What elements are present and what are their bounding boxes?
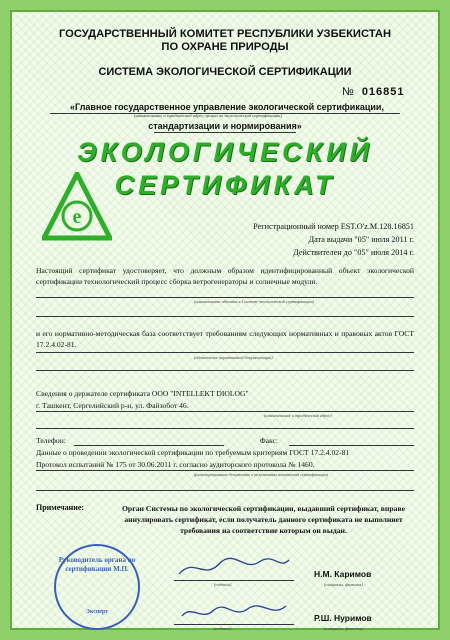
note-text: Орган Системы по экологической сертификации, выдавший сертификат, вправе аннулировать сертификат, если получатель данного сертификата не выполняет требования на соответствие которым он выдан. [121, 504, 406, 535]
issuer-line-1: ГОСУДАРСТВЕННЫЙ КОМИТЕТ РЕСПУБЛИКИ УЗБЕКИСТАН [58, 28, 392, 40]
caption-protocol: (регистрационные документы и результаты испытаний сертификации) [194, 472, 329, 477]
org-line-2: стандартизации и нормирования» [148, 121, 302, 131]
title-line-1: ЭКОЛОГИЧЕСКИЙ [77, 137, 373, 167]
stamp-text: Руководитель органа по сертификации М.П. [58, 556, 136, 573]
rule [36, 370, 414, 371]
caption-norms: (обозначение нормативной документации) [194, 355, 273, 360]
issuer-line-2: ПО ОХРАНЕ ПРИРОДЫ [161, 41, 289, 53]
certification-object: Настоящий сертификат удостоверяет, что должным образом идентифицированный объект экологической сертификации технологический процесс сборка ветрогенераторы и солнечные модули. [36, 266, 414, 286]
issuer-heading [24, 28, 426, 54]
phone-rule [74, 445, 224, 446]
holder-address: г. Ташкент, Сергелийский р-н, ул. Файзобот 46. [36, 401, 189, 410]
signature-2-icon [174, 596, 294, 626]
org-caption: (наименование и юридический адрес органа по экологической сертификации) [134, 113, 282, 118]
phone-label: Телефон: [36, 436, 66, 445]
signature-1-rule [174, 580, 294, 581]
signature-2-rule [174, 624, 294, 625]
valid-until: Действителен до "05" июля 2014 г. [293, 248, 414, 257]
signatory-2-name: Р.Ш. Нуримов [314, 613, 372, 623]
signature-2-caption: (подпись) [214, 626, 232, 631]
caption-holder: (наименование и юридический адрес) [264, 413, 332, 418]
org-line-1: «Главное государственное управление экологической сертификации, [70, 102, 384, 112]
test-protocol: Протокол испытаний № 175 от 30.06.2011 г. согласно аудиторского протокола № 1460. [36, 460, 315, 469]
org-underline-2 [154, 132, 296, 133]
signature-1-caption: (подпись) [214, 582, 232, 587]
rule [36, 428, 414, 429]
signature-1-icon [174, 552, 294, 582]
fax-label: Факс: [259, 436, 279, 445]
rule [36, 316, 414, 317]
caption-object: (наименование объекта в Системе экологической сертификации) [194, 299, 315, 304]
issue-date: Дата выдачи "05" июля 2011 г. [308, 235, 414, 244]
eco-logo-icon [42, 172, 112, 242]
signatory-1-caption: (инициалы, фамилия) [324, 582, 363, 587]
note-label: Примечание: [36, 503, 85, 512]
registration-number: Регистрационный номер EST.O'z.M.128.16851 [253, 222, 414, 231]
title-line-2: СЕРТИФИКАТ [114, 170, 336, 200]
certificate-body [24, 24, 426, 631]
stamp-subtext: Эксперт [85, 609, 109, 615]
registration-block [253, 220, 414, 259]
official-stamp [54, 544, 140, 630]
signatory-2-caption: (инициалы, фамилия) [324, 626, 363, 631]
svg-text:e: e [72, 206, 82, 228]
rule [36, 352, 414, 353]
rule [36, 297, 414, 298]
holder-info: Сведения о держателе сертификата ООО "INTELLEKT DIOLOG" [36, 389, 249, 398]
certification-data: Данные о проведении экологической сертификации по требуемым критериям ГОСТ 17.2.4.02-81 [36, 448, 350, 457]
fax-rule [289, 445, 414, 446]
system-title: СИСТЕМА ЭКОЛОГИЧЕСКОЙ СЕРТИФИКАЦИИ [98, 66, 352, 78]
certificate-number-value: 016851 [361, 86, 405, 98]
normative-acts: и его нормативно-методическая база соответствует требованиям следующих нормативных и правовых актов ГОСТ 17.2.4.02-81. [36, 329, 414, 349]
rule [36, 470, 414, 471]
certificate-number: № 016851 [342, 86, 405, 98]
rule [36, 411, 414, 412]
signatory-1-name: Н.М. Каримов [314, 569, 372, 579]
rule [36, 490, 414, 491]
